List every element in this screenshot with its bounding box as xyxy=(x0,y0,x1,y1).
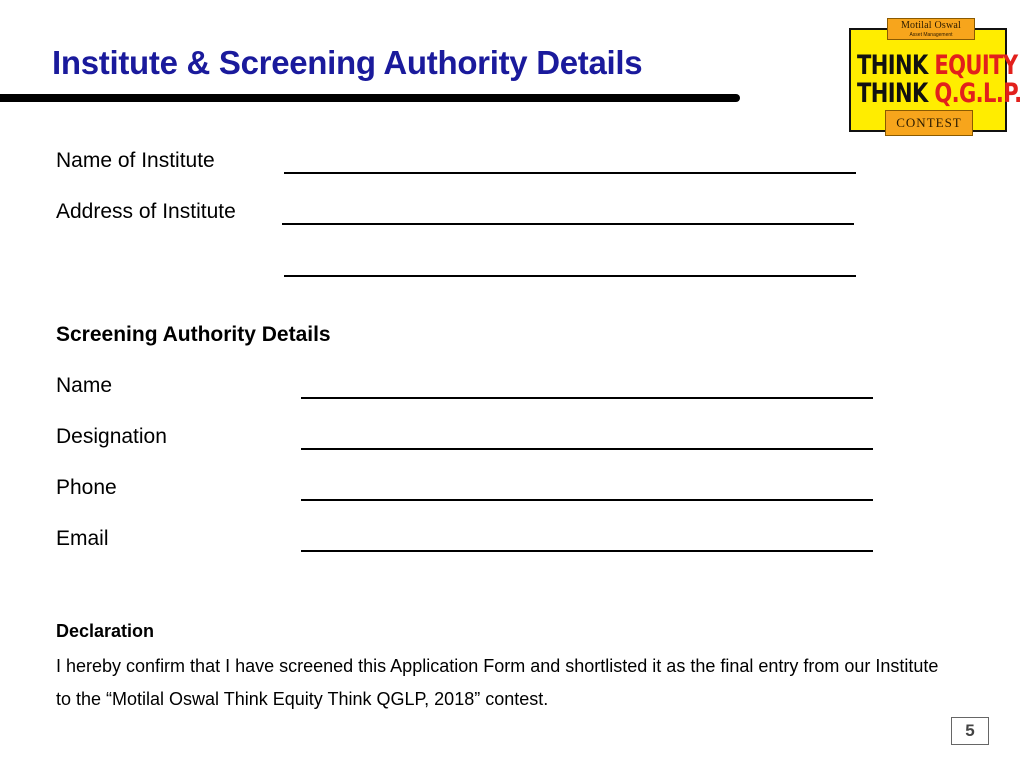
logo-line-1 xyxy=(857,52,1017,80)
institute-name-label: Name of Institute xyxy=(56,149,215,172)
screening-designation-field[interactable] xyxy=(301,448,873,450)
institute-address-field-1[interactable] xyxy=(282,223,854,225)
institute-name-field[interactable] xyxy=(284,172,856,174)
declaration-heading: Declaration xyxy=(56,621,155,641)
screening-name-label: Name xyxy=(56,374,113,397)
logo-think-2: THINK xyxy=(857,78,935,109)
institute-address-field-2[interactable] xyxy=(284,275,856,277)
logo-line-2 xyxy=(857,80,1022,108)
screening-phone-field[interactable] xyxy=(301,499,873,501)
brand-name: Motilal Oswal xyxy=(900,20,962,31)
contest-logo xyxy=(849,20,1022,132)
screening-name-field[interactable] xyxy=(301,397,873,399)
brand-badge xyxy=(887,18,975,40)
brand-subtitle: Asset Management xyxy=(909,32,953,38)
institute-address-label: Address of Institute xyxy=(56,200,236,223)
declaration-text: I hereby confirm that I have screened this Application Form and shortlisted it as the final entry from our Institute to the “Motilal Oswal Think Equity Think QGLP, 2018” contest. xyxy=(56,656,939,709)
title-underline xyxy=(0,94,740,102)
logo-think-1: THINK xyxy=(857,50,935,81)
contest-badge: CONTEST xyxy=(885,110,973,136)
screening-designation-label: Designation xyxy=(56,425,167,448)
page-number: 5 xyxy=(951,717,989,745)
screening-email-label: Email xyxy=(56,527,109,550)
screening-phone-label: Phone xyxy=(56,476,117,499)
logo-qglp: Q.G.L.P. xyxy=(934,78,1022,109)
screening-section-heading: Screening Authority Details xyxy=(56,323,331,346)
logo-equity: EQUITY xyxy=(934,50,1018,81)
page-title: Institute & Screening Authority Details xyxy=(52,44,643,81)
screening-email-field[interactable] xyxy=(301,550,873,552)
